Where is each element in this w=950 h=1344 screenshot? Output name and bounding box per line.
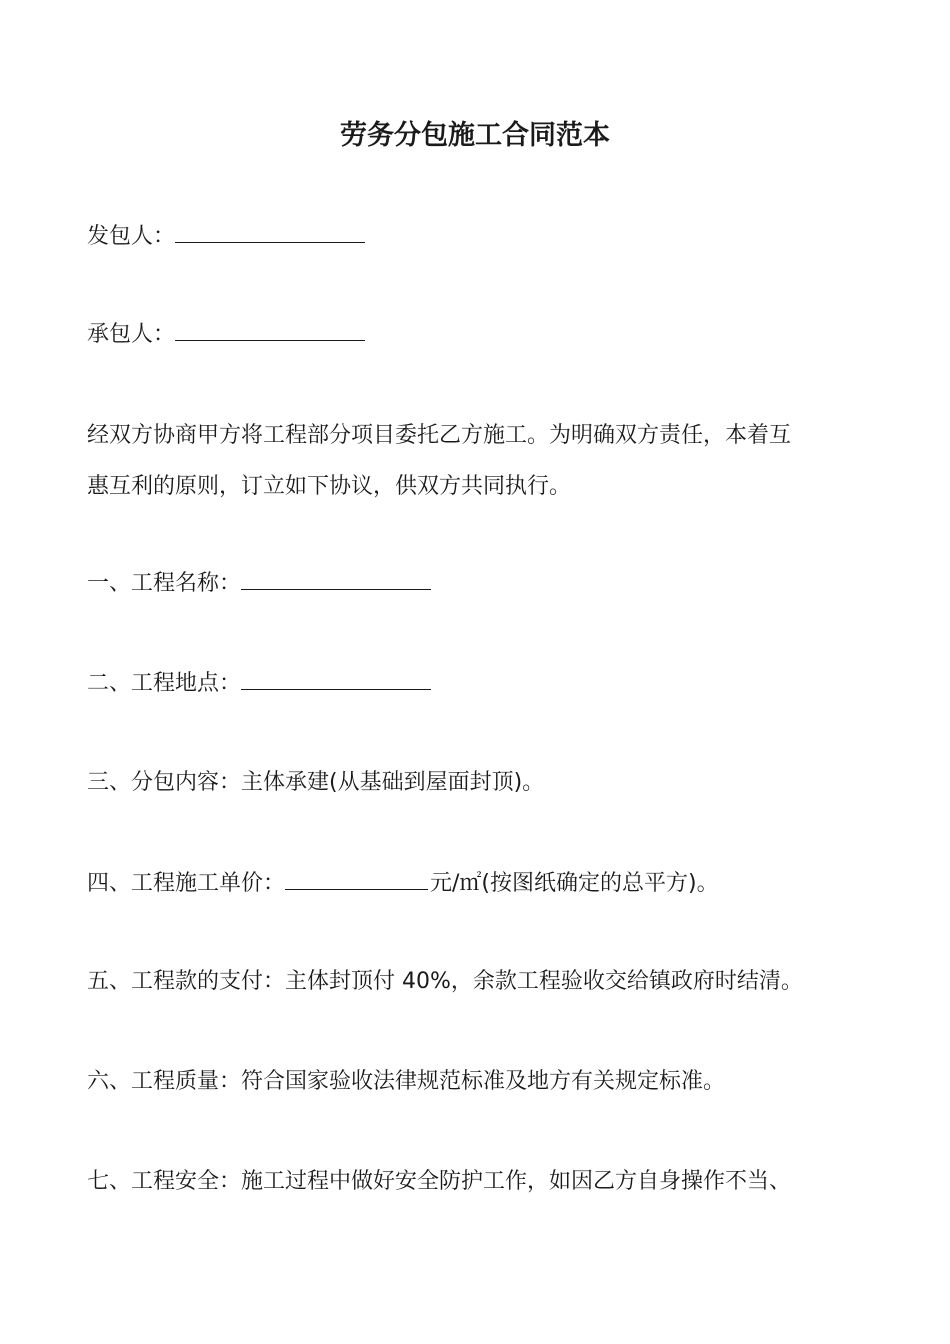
item-2-label: 二、工程地点： [87,671,242,696]
party-a-line [87,220,367,253]
item-2-blank [241,667,431,690]
party-b-label: 承包人： [87,322,176,347]
item-4-label: 四、工程施工单价： [87,871,286,896]
item-1-line [87,567,433,600]
item-2-line [87,667,433,700]
item-4-blank [285,867,428,890]
item-3-line: 三、分包内容：主体承建(从基础到屋面封顶)。 [87,770,545,795]
page-title: 劳务分包施工合同范本 [340,120,610,151]
intro-line-1: 经双方协商甲方将工程部分项目委托乙方施工。为明确双方责任，本着互 [87,423,792,448]
party-a-blank [175,220,365,243]
item-7-line: 七、工程安全：施工过程中做好安全防护工作，如因乙方自身操作不当、 [87,1169,792,1194]
item-1-label: 一、工程名称： [87,571,242,596]
item-1-blank [241,567,431,590]
item-5-line: 五、工程款的支付：主体封顶付 40%，余款工程验收交给镇政府时结清。 [87,969,803,994]
party-b-blank [175,318,365,341]
intro-line-2: 惠互利的原则，订立如下协议，供双方共同执行。 [87,474,572,499]
item-6-line: 六、工程质量：符合国家验收法律规范标准及地方有关规定标准。 [87,1069,726,1094]
party-a-label: 发包人： [87,224,176,249]
item-4-line [87,867,719,900]
item-4-suffix: 元/㎡(按图纸确定的总平方)。 [430,871,719,896]
party-b-line [87,318,367,351]
